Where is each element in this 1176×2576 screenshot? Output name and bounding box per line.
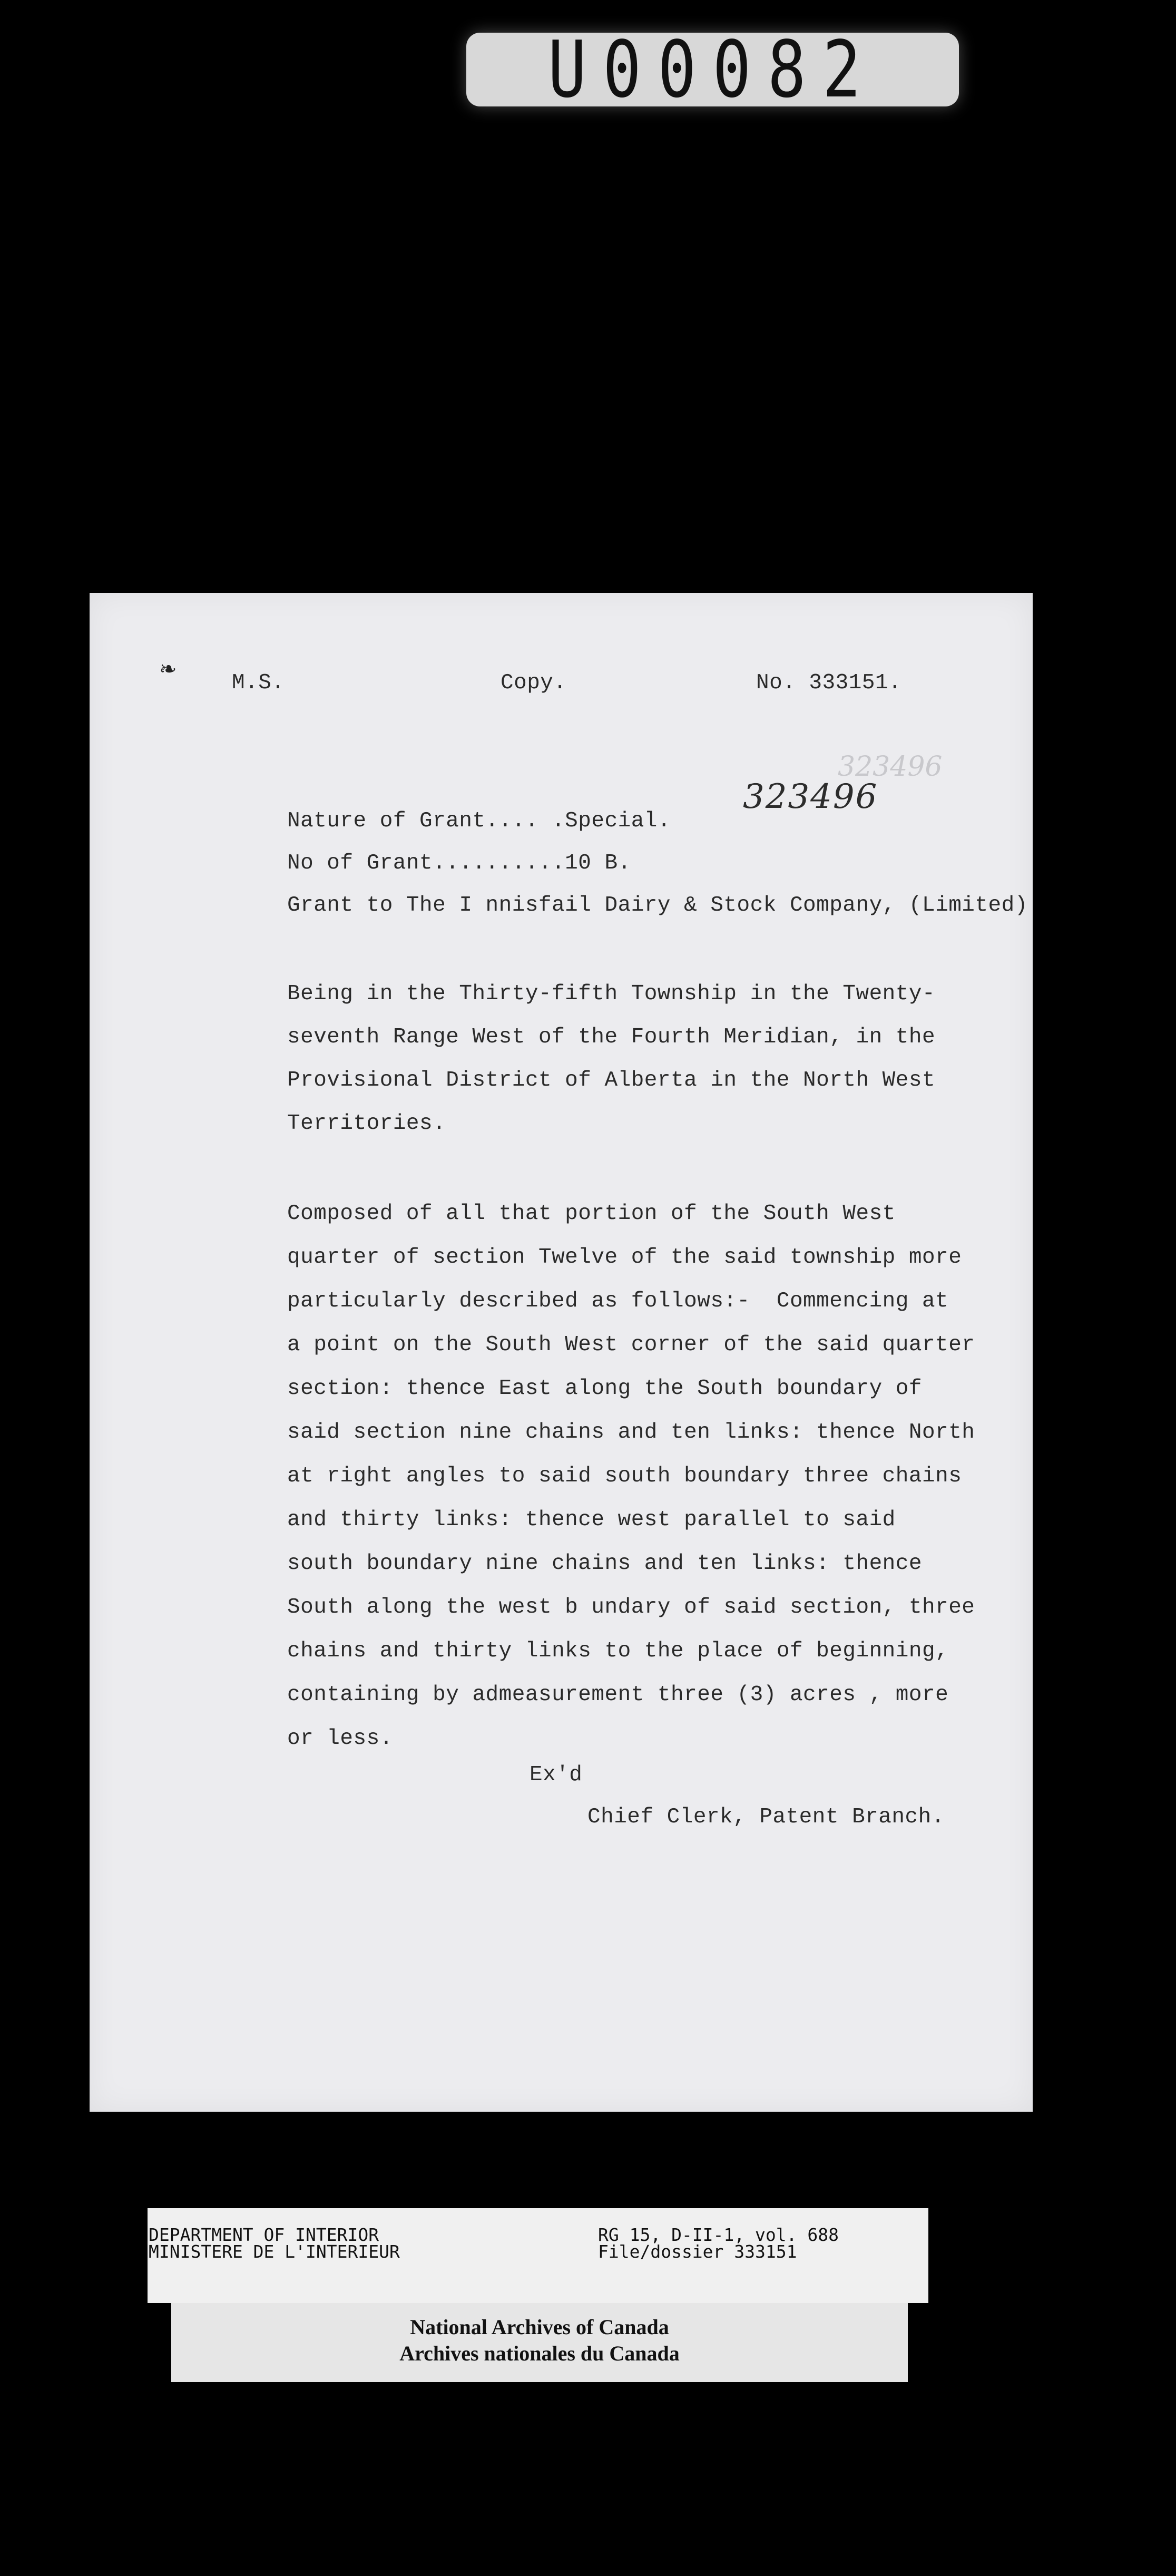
archives-card (171, 2303, 908, 2382)
paragraph2-line: Composed of all that portion of the South West (287, 1202, 896, 1226)
department-french: MINISTERE DE L'INTERIEUR (149, 2241, 400, 2262)
paragraph2-line: said section nine chains and ten links: thence North (287, 1420, 975, 1445)
examined-mark: Ex'd (530, 1763, 583, 1787)
document-page (90, 593, 1033, 2112)
header-initials: M.S. (232, 671, 285, 695)
no-of-grant: No of Grant..........10 B. (287, 851, 631, 875)
paragraph2-line: containing by admeasurement three (3) acres , more (287, 1683, 949, 1707)
paragraph2-line: section: thence East along the South boundary of (287, 1377, 922, 1401)
paragraph2-line: particularly described as follows:- Commencing at (287, 1289, 949, 1313)
paragraph2-line: a point on the South West corner of the said quarter (287, 1333, 975, 1357)
ink-mark: ❧ (159, 657, 177, 681)
header-number: No. 333151. (756, 671, 902, 695)
faint-stamp-number: 323496 (838, 751, 943, 783)
archives-name-french: Archives nationales du Canada (399, 2341, 680, 2365)
paragraph2-line: or less. (287, 1726, 393, 1751)
paragraph2-line: South along the west b undary of said section, three (287, 1595, 975, 1619)
nature-of-grant: Nature of Grant.... .Special. (287, 809, 671, 833)
file-reference: File/dossier 333151 (598, 2241, 797, 2262)
paragraph1-line: Provisional District of Alberta in the North West (287, 1068, 936, 1092)
paragraph2-line: quarter of section Twelve of the said township more (287, 1245, 962, 1270)
grant-to: Grant to The I nnisfail Dairy & Stock Company, (Limited) (287, 893, 1028, 918)
handwritten-grant-number: 323496 (743, 777, 878, 816)
frame-number: U00082 (547, 24, 878, 115)
header-copy: Copy. (501, 671, 567, 695)
archives-name-english: National Archives of Canada (410, 2315, 669, 2339)
paragraph2-line: and thirty links: thence west parallel to said (287, 1508, 896, 1532)
record-group-reference: RG 15, D-II-1, vol. 688 (598, 2224, 839, 2245)
frame-number-strip (466, 24, 959, 115)
signature-line: Chief Clerk, Patent Branch. (587, 1805, 945, 1829)
paragraph2-line: at right angles to said south boundary three chains (287, 1464, 962, 1488)
paragraph1-line: seventh Range West of the Fourth Meridian, in the (287, 1025, 936, 1049)
department-english: DEPARTMENT OF INTERIOR (149, 2224, 379, 2245)
paragraph2-line: chains and thirty links to the place of beginning, (287, 1639, 949, 1663)
paragraph1-line: Territories. (287, 1111, 446, 1136)
paragraph2-line: south boundary nine chains and ten links: thence (287, 1552, 922, 1576)
paragraph1-line: Being in the Thirty-fifth Township in the Twenty- (287, 982, 936, 1006)
archive-reference-label (148, 2208, 928, 2303)
